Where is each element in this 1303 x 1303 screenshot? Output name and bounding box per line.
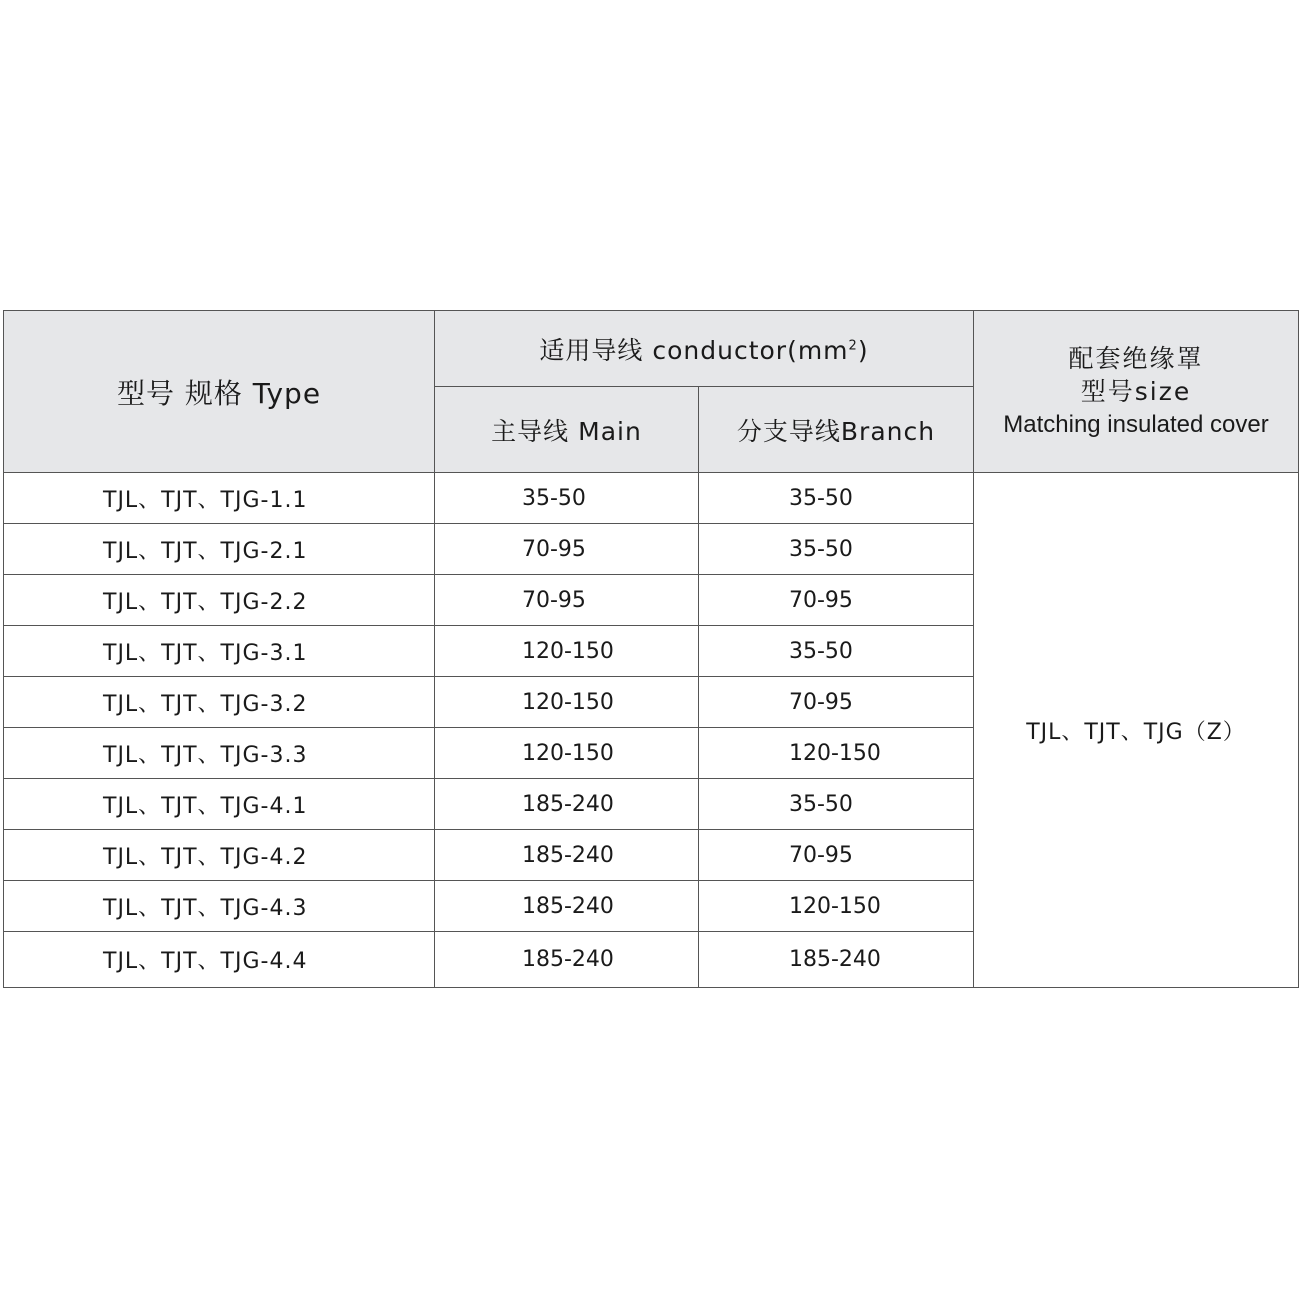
cell-branch: 35-50: [699, 524, 974, 575]
cell-main: 120-150: [435, 728, 699, 779]
cell-main: 185-240: [435, 881, 699, 932]
cell-main: 185-240: [435, 932, 699, 988]
spec-table: [3, 310, 1299, 988]
cell-type: TJL、TJT、TJG-2.2: [4, 575, 435, 626]
cell-branch: 120-150: [699, 881, 974, 932]
header-main-label: 主导线 Main: [491, 416, 642, 446]
cell-type: TJL、TJT、TJG-3.2: [4, 677, 435, 728]
cell-branch: 70-95: [699, 830, 974, 881]
header-branch: [699, 387, 974, 473]
cell-branch: 70-95: [699, 677, 974, 728]
cell-main: 120-150: [435, 626, 699, 677]
cell-main: 185-240: [435, 830, 699, 881]
cell-main: 185-240: [435, 779, 699, 830]
cell-branch: 35-50: [699, 473, 974, 524]
header-cover: [974, 311, 1299, 473]
header-conductor-close: ): [857, 335, 869, 365]
header-branch-label: 分支导线Branch: [736, 416, 936, 446]
header-type-label: 型号 规格 Type: [116, 376, 322, 410]
table-header: [4, 311, 1299, 473]
cell-branch: 120-150: [699, 728, 974, 779]
cell-type: TJL、TJT、TJG-4.4: [4, 932, 435, 988]
header-conductor-unit-exponent: 2: [848, 338, 858, 354]
header-type: [4, 311, 435, 473]
header-cover-line3: Matching insulated cover: [1003, 411, 1269, 439]
header-main: [435, 387, 699, 473]
cell-type: TJL、TJT、TJG-4.3: [4, 881, 435, 932]
cell-main: 120-150: [435, 677, 699, 728]
table-row: [4, 473, 1299, 524]
cell-main: 70-95: [435, 524, 699, 575]
header-conductor: [435, 311, 974, 387]
cell-type: TJL、TJT、TJG-4.1: [4, 779, 435, 830]
cell-main: 35-50: [435, 473, 699, 524]
cell-type: TJL、TJT、TJG-2.1: [4, 524, 435, 575]
cell-main: 70-95: [435, 575, 699, 626]
header-cover-line1: 配套绝缘罩: [1068, 343, 1204, 373]
header-conductor-label: 适用导线 conductor(mm: [539, 335, 849, 365]
cell-type: TJL、TJT、TJG-1.1: [4, 473, 435, 524]
cell-type: TJL、TJT、TJG-4.2: [4, 830, 435, 881]
cell-branch: 70-95: [699, 575, 974, 626]
cell-branch: 35-50: [699, 779, 974, 830]
header-cover-line2: 型号size: [1080, 377, 1192, 407]
cell-type: TJL、TJT、TJG-3.3: [4, 728, 435, 779]
table-body: [4, 473, 1299, 988]
cell-branch: 35-50: [699, 626, 974, 677]
cell-branch: 185-240: [699, 932, 974, 988]
cell-cover: TJL、TJT、TJG（Z）: [974, 473, 1299, 988]
cell-type: TJL、TJT、TJG-3.1: [4, 626, 435, 677]
